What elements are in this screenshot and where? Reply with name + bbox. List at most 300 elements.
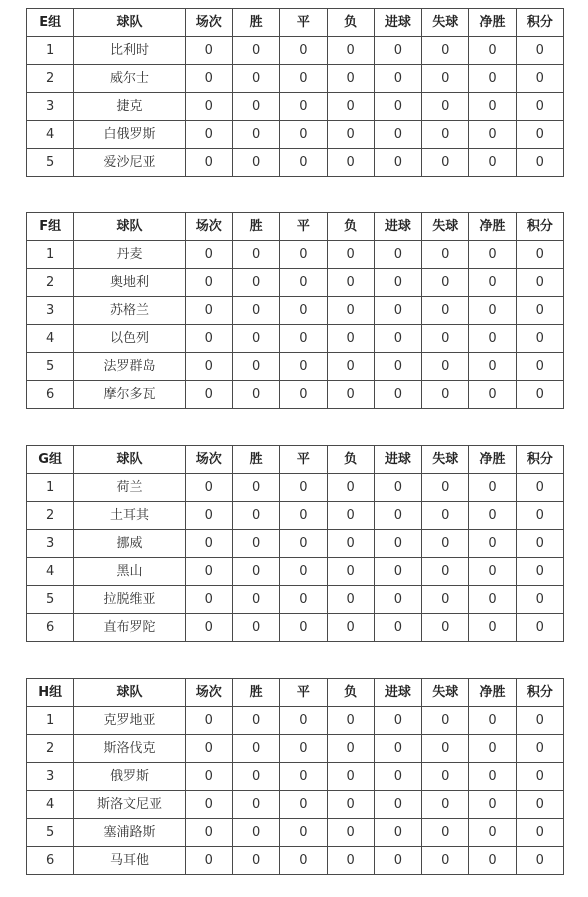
stat-cell: 0	[185, 558, 232, 586]
column-header-team: 球队	[74, 9, 185, 37]
group-label: F组	[27, 213, 74, 241]
team-name-cell: 克罗地亚	[74, 707, 185, 735]
column-header-goals-against: 失球	[422, 213, 469, 241]
stat-cell: 0	[516, 93, 563, 121]
rank-cell: 6	[27, 847, 74, 875]
stat-cell: 0	[422, 149, 469, 177]
team-name-cell: 直布罗陀	[74, 614, 185, 642]
stat-cell: 0	[422, 474, 469, 502]
table-row	[27, 530, 564, 558]
column-header-points: 积分	[516, 679, 563, 707]
team-name-cell: 以色列	[74, 325, 185, 353]
rank-cell: 6	[27, 614, 74, 642]
rank-cell: 1	[27, 707, 74, 735]
stat-cell: 0	[280, 353, 327, 381]
stat-cell: 0	[327, 763, 374, 791]
column-header-drawn: 平	[280, 213, 327, 241]
stat-cell: 0	[422, 381, 469, 409]
table-row	[27, 93, 564, 121]
stat-cell: 0	[185, 586, 232, 614]
stat-cell: 0	[374, 586, 421, 614]
stat-cell: 0	[374, 474, 421, 502]
column-header-goals-against: 失球	[422, 679, 469, 707]
column-header-points: 积分	[516, 446, 563, 474]
stat-cell: 0	[422, 847, 469, 875]
stat-cell: 0	[516, 502, 563, 530]
column-header-team: 球队	[74, 213, 185, 241]
stat-cell: 0	[516, 791, 563, 819]
stat-cell: 0	[516, 37, 563, 65]
stat-cell: 0	[374, 269, 421, 297]
stat-cell: 0	[422, 791, 469, 819]
stat-cell: 0	[185, 474, 232, 502]
stat-cell: 0	[327, 735, 374, 763]
stat-cell: 0	[327, 586, 374, 614]
column-header-goals-for: 进球	[374, 213, 421, 241]
stat-cell: 0	[374, 121, 421, 149]
stat-cell: 0	[469, 149, 516, 177]
rank-cell: 4	[27, 558, 74, 586]
stat-cell: 0	[327, 121, 374, 149]
table-row	[27, 763, 564, 791]
stat-cell: 0	[374, 93, 421, 121]
stat-cell: 0	[516, 149, 563, 177]
stat-cell: 0	[280, 241, 327, 269]
stat-cell: 0	[374, 37, 421, 65]
team-name-cell: 塞浦路斯	[74, 819, 185, 847]
stat-cell: 0	[422, 241, 469, 269]
table-row	[27, 149, 564, 177]
stat-cell: 0	[422, 37, 469, 65]
stat-cell: 0	[422, 121, 469, 149]
stat-cell: 0	[185, 269, 232, 297]
stat-cell: 0	[232, 502, 279, 530]
rank-cell: 3	[27, 93, 74, 121]
rank-cell: 3	[27, 297, 74, 325]
stat-cell: 0	[422, 93, 469, 121]
stat-cell: 0	[280, 707, 327, 735]
stat-cell: 0	[469, 297, 516, 325]
stat-cell: 0	[185, 149, 232, 177]
table-row	[27, 586, 564, 614]
stat-cell: 0	[374, 791, 421, 819]
team-name-cell: 丹麦	[74, 241, 185, 269]
stat-cell: 0	[327, 381, 374, 409]
stat-cell: 0	[469, 763, 516, 791]
stat-cell: 0	[232, 707, 279, 735]
rank-cell: 4	[27, 121, 74, 149]
stat-cell: 0	[327, 474, 374, 502]
table-row	[27, 735, 564, 763]
stat-cell: 0	[185, 353, 232, 381]
stat-cell: 0	[280, 558, 327, 586]
stat-cell: 0	[185, 614, 232, 642]
group-label: E组	[27, 9, 74, 37]
team-name-cell: 比利时	[74, 37, 185, 65]
stat-cell: 0	[469, 707, 516, 735]
team-name-cell: 斯洛伐克	[74, 735, 185, 763]
stat-cell: 0	[280, 65, 327, 93]
table-row	[27, 847, 564, 875]
table-row	[27, 474, 564, 502]
stat-cell: 0	[232, 847, 279, 875]
stat-cell: 0	[280, 381, 327, 409]
table-header-row	[27, 9, 564, 37]
stat-cell: 0	[516, 297, 563, 325]
team-name-cell: 荷兰	[74, 474, 185, 502]
stat-cell: 0	[232, 381, 279, 409]
stat-cell: 0	[280, 149, 327, 177]
stat-cell: 0	[374, 847, 421, 875]
stat-cell: 0	[232, 763, 279, 791]
stat-cell: 0	[232, 65, 279, 93]
table-header-row	[27, 446, 564, 474]
stat-cell: 0	[185, 819, 232, 847]
stat-cell: 0	[422, 353, 469, 381]
column-header-points: 积分	[516, 9, 563, 37]
stat-cell: 0	[469, 614, 516, 642]
table-row	[27, 269, 564, 297]
stat-cell: 0	[469, 353, 516, 381]
stat-cell: 0	[422, 614, 469, 642]
table-row	[27, 65, 564, 93]
rank-cell: 2	[27, 502, 74, 530]
stat-cell: 0	[469, 381, 516, 409]
rank-cell: 5	[27, 819, 74, 847]
stat-cell: 0	[374, 297, 421, 325]
stat-cell: 0	[469, 269, 516, 297]
team-name-cell: 摩尔多瓦	[74, 381, 185, 409]
stat-cell: 0	[280, 93, 327, 121]
stat-cell: 0	[232, 791, 279, 819]
stat-cell: 0	[422, 558, 469, 586]
column-header-goal-difference: 净胜	[469, 9, 516, 37]
stat-cell: 0	[185, 241, 232, 269]
table-row	[27, 325, 564, 353]
stat-cell: 0	[232, 353, 279, 381]
stat-cell: 0	[185, 37, 232, 65]
stat-cell: 0	[327, 149, 374, 177]
team-name-cell: 俄罗斯	[74, 763, 185, 791]
team-name-cell: 爱沙尼亚	[74, 149, 185, 177]
stat-cell: 0	[280, 474, 327, 502]
stat-cell: 0	[185, 502, 232, 530]
stat-cell: 0	[232, 474, 279, 502]
stat-cell: 0	[280, 269, 327, 297]
stat-cell: 0	[232, 614, 279, 642]
team-name-cell: 挪威	[74, 530, 185, 558]
column-header-goal-difference: 净胜	[469, 446, 516, 474]
stat-cell: 0	[422, 502, 469, 530]
stat-cell: 0	[374, 353, 421, 381]
column-header-won: 胜	[232, 446, 279, 474]
stat-cell: 0	[516, 614, 563, 642]
stat-cell: 0	[469, 474, 516, 502]
stat-cell: 0	[280, 735, 327, 763]
stat-cell: 0	[280, 586, 327, 614]
column-header-goals-for: 进球	[374, 679, 421, 707]
stat-cell: 0	[185, 381, 232, 409]
stat-cell: 0	[422, 763, 469, 791]
stat-cell: 0	[516, 474, 563, 502]
column-header-goals-against: 失球	[422, 9, 469, 37]
stat-cell: 0	[422, 586, 469, 614]
stat-cell: 0	[516, 353, 563, 381]
stat-cell: 0	[327, 269, 374, 297]
column-header-team: 球队	[74, 679, 185, 707]
rank-cell: 5	[27, 353, 74, 381]
stat-cell: 0	[280, 791, 327, 819]
stat-cell: 0	[374, 325, 421, 353]
stat-cell: 0	[422, 297, 469, 325]
stat-cell: 0	[327, 502, 374, 530]
table-header-row	[27, 213, 564, 241]
stat-cell: 0	[280, 502, 327, 530]
stat-cell: 0	[469, 325, 516, 353]
stat-cell: 0	[185, 325, 232, 353]
stat-cell: 0	[327, 241, 374, 269]
rank-cell: 4	[27, 791, 74, 819]
team-name-cell: 法罗群岛	[74, 353, 185, 381]
stat-cell: 0	[374, 530, 421, 558]
column-header-goal-difference: 净胜	[469, 679, 516, 707]
stat-cell: 0	[516, 65, 563, 93]
stat-cell: 0	[185, 847, 232, 875]
stat-cell: 0	[185, 735, 232, 763]
stat-cell: 0	[232, 269, 279, 297]
stat-cell: 0	[469, 65, 516, 93]
stat-cell: 0	[422, 65, 469, 93]
stat-cell: 0	[327, 93, 374, 121]
stat-cell: 0	[185, 707, 232, 735]
group-label: H组	[27, 679, 74, 707]
stat-cell: 0	[280, 819, 327, 847]
stat-cell: 0	[327, 558, 374, 586]
stat-cell: 0	[374, 381, 421, 409]
table-row	[27, 558, 564, 586]
stat-cell: 0	[232, 530, 279, 558]
group-g-table	[26, 445, 564, 642]
column-header-won: 胜	[232, 679, 279, 707]
stat-cell: 0	[469, 586, 516, 614]
rank-cell: 6	[27, 381, 74, 409]
rank-cell: 5	[27, 586, 74, 614]
rank-cell: 1	[27, 474, 74, 502]
stat-cell: 0	[232, 93, 279, 121]
stat-cell: 0	[374, 65, 421, 93]
stat-cell: 0	[516, 586, 563, 614]
stat-cell: 0	[516, 819, 563, 847]
stat-cell: 0	[374, 735, 421, 763]
stat-cell: 0	[232, 558, 279, 586]
stat-cell: 0	[185, 65, 232, 93]
column-header-goals-for: 进球	[374, 9, 421, 37]
group-e-table	[26, 8, 564, 177]
stat-cell: 0	[327, 325, 374, 353]
stat-cell: 0	[469, 819, 516, 847]
stat-cell: 0	[280, 297, 327, 325]
column-header-drawn: 平	[280, 446, 327, 474]
stat-cell: 0	[422, 269, 469, 297]
stat-cell: 0	[469, 558, 516, 586]
column-header-lost: 负	[327, 446, 374, 474]
table-row	[27, 241, 564, 269]
team-name-cell: 苏格兰	[74, 297, 185, 325]
table-row	[27, 819, 564, 847]
stat-cell: 0	[374, 614, 421, 642]
stat-cell: 0	[516, 381, 563, 409]
stat-cell: 0	[327, 707, 374, 735]
stat-cell: 0	[327, 791, 374, 819]
column-header-played: 场次	[185, 9, 232, 37]
rank-cell: 5	[27, 149, 74, 177]
group-h-table	[26, 678, 564, 875]
table-header-row	[27, 679, 564, 707]
rank-cell: 2	[27, 65, 74, 93]
stat-cell: 0	[185, 297, 232, 325]
table-row	[27, 614, 564, 642]
stat-cell: 0	[327, 819, 374, 847]
table-row	[27, 353, 564, 381]
stat-cell: 0	[516, 269, 563, 297]
team-name-cell: 奥地利	[74, 269, 185, 297]
stat-cell: 0	[516, 707, 563, 735]
stat-cell: 0	[327, 37, 374, 65]
stat-cell: 0	[374, 241, 421, 269]
stat-cell: 0	[469, 241, 516, 269]
stat-cell: 0	[422, 325, 469, 353]
team-name-cell: 马耳他	[74, 847, 185, 875]
rank-cell: 2	[27, 735, 74, 763]
rank-cell: 3	[27, 763, 74, 791]
rank-cell: 2	[27, 269, 74, 297]
stat-cell: 0	[327, 353, 374, 381]
stat-cell: 0	[327, 530, 374, 558]
stat-cell: 0	[327, 847, 374, 875]
team-name-cell: 拉脱维亚	[74, 586, 185, 614]
stat-cell: 0	[422, 707, 469, 735]
column-header-goals-against: 失球	[422, 446, 469, 474]
stat-cell: 0	[185, 93, 232, 121]
column-header-played: 场次	[185, 446, 232, 474]
stat-cell: 0	[232, 241, 279, 269]
stat-cell: 0	[232, 586, 279, 614]
stat-cell: 0	[232, 297, 279, 325]
stat-cell: 0	[516, 121, 563, 149]
stat-cell: 0	[280, 37, 327, 65]
column-header-goals-for: 进球	[374, 446, 421, 474]
column-header-goal-difference: 净胜	[469, 213, 516, 241]
stat-cell: 0	[374, 149, 421, 177]
stat-cell: 0	[327, 65, 374, 93]
column-header-drawn: 平	[280, 679, 327, 707]
team-name-cell: 威尔士	[74, 65, 185, 93]
stat-cell: 0	[516, 325, 563, 353]
stat-cell: 0	[469, 93, 516, 121]
stat-cell: 0	[516, 241, 563, 269]
table-row	[27, 297, 564, 325]
stat-cell: 0	[185, 791, 232, 819]
column-header-team: 球队	[74, 446, 185, 474]
stat-cell: 0	[374, 502, 421, 530]
column-header-lost: 负	[327, 213, 374, 241]
table-row	[27, 791, 564, 819]
stat-cell: 0	[516, 763, 563, 791]
rank-cell: 1	[27, 37, 74, 65]
team-name-cell: 土耳其	[74, 502, 185, 530]
stat-cell: 0	[280, 614, 327, 642]
stat-cell: 0	[469, 847, 516, 875]
stat-cell: 0	[374, 819, 421, 847]
table-row	[27, 502, 564, 530]
rank-cell: 1	[27, 241, 74, 269]
stat-cell: 0	[232, 735, 279, 763]
column-header-lost: 负	[327, 9, 374, 37]
stat-cell: 0	[232, 819, 279, 847]
stat-cell: 0	[516, 735, 563, 763]
stat-cell: 0	[374, 558, 421, 586]
rank-cell: 4	[27, 325, 74, 353]
stat-cell: 0	[469, 791, 516, 819]
column-header-played: 场次	[185, 213, 232, 241]
stat-cell: 0	[469, 735, 516, 763]
column-header-points: 积分	[516, 213, 563, 241]
stat-cell: 0	[374, 707, 421, 735]
stat-cell: 0	[469, 37, 516, 65]
stat-cell: 0	[469, 502, 516, 530]
table-row	[27, 707, 564, 735]
team-name-cell: 捷克	[74, 93, 185, 121]
team-name-cell: 白俄罗斯	[74, 121, 185, 149]
table-row	[27, 121, 564, 149]
stat-cell: 0	[232, 121, 279, 149]
rank-cell: 3	[27, 530, 74, 558]
team-name-cell: 斯洛文尼亚	[74, 791, 185, 819]
stat-cell: 0	[280, 325, 327, 353]
team-name-cell: 黑山	[74, 558, 185, 586]
column-header-drawn: 平	[280, 9, 327, 37]
stat-cell: 0	[422, 735, 469, 763]
table-row	[27, 381, 564, 409]
stat-cell: 0	[185, 763, 232, 791]
stat-cell: 0	[280, 530, 327, 558]
stat-cell: 0	[232, 149, 279, 177]
stat-cell: 0	[469, 530, 516, 558]
column-header-won: 胜	[232, 9, 279, 37]
group-f-table	[26, 212, 564, 409]
stat-cell: 0	[280, 847, 327, 875]
stat-cell: 0	[374, 763, 421, 791]
group-label: G组	[27, 446, 74, 474]
stat-cell: 0	[280, 763, 327, 791]
stat-cell: 0	[516, 558, 563, 586]
stat-cell: 0	[422, 530, 469, 558]
stat-cell: 0	[185, 530, 232, 558]
stat-cell: 0	[232, 37, 279, 65]
stat-cell: 0	[327, 614, 374, 642]
stat-cell: 0	[327, 297, 374, 325]
stat-cell: 0	[280, 121, 327, 149]
stat-cell: 0	[185, 121, 232, 149]
stat-cell: 0	[232, 325, 279, 353]
stat-cell: 0	[469, 121, 516, 149]
stat-cell: 0	[516, 847, 563, 875]
column-header-played: 场次	[185, 679, 232, 707]
table-row	[27, 37, 564, 65]
column-header-lost: 负	[327, 679, 374, 707]
stat-cell: 0	[422, 819, 469, 847]
column-header-won: 胜	[232, 213, 279, 241]
